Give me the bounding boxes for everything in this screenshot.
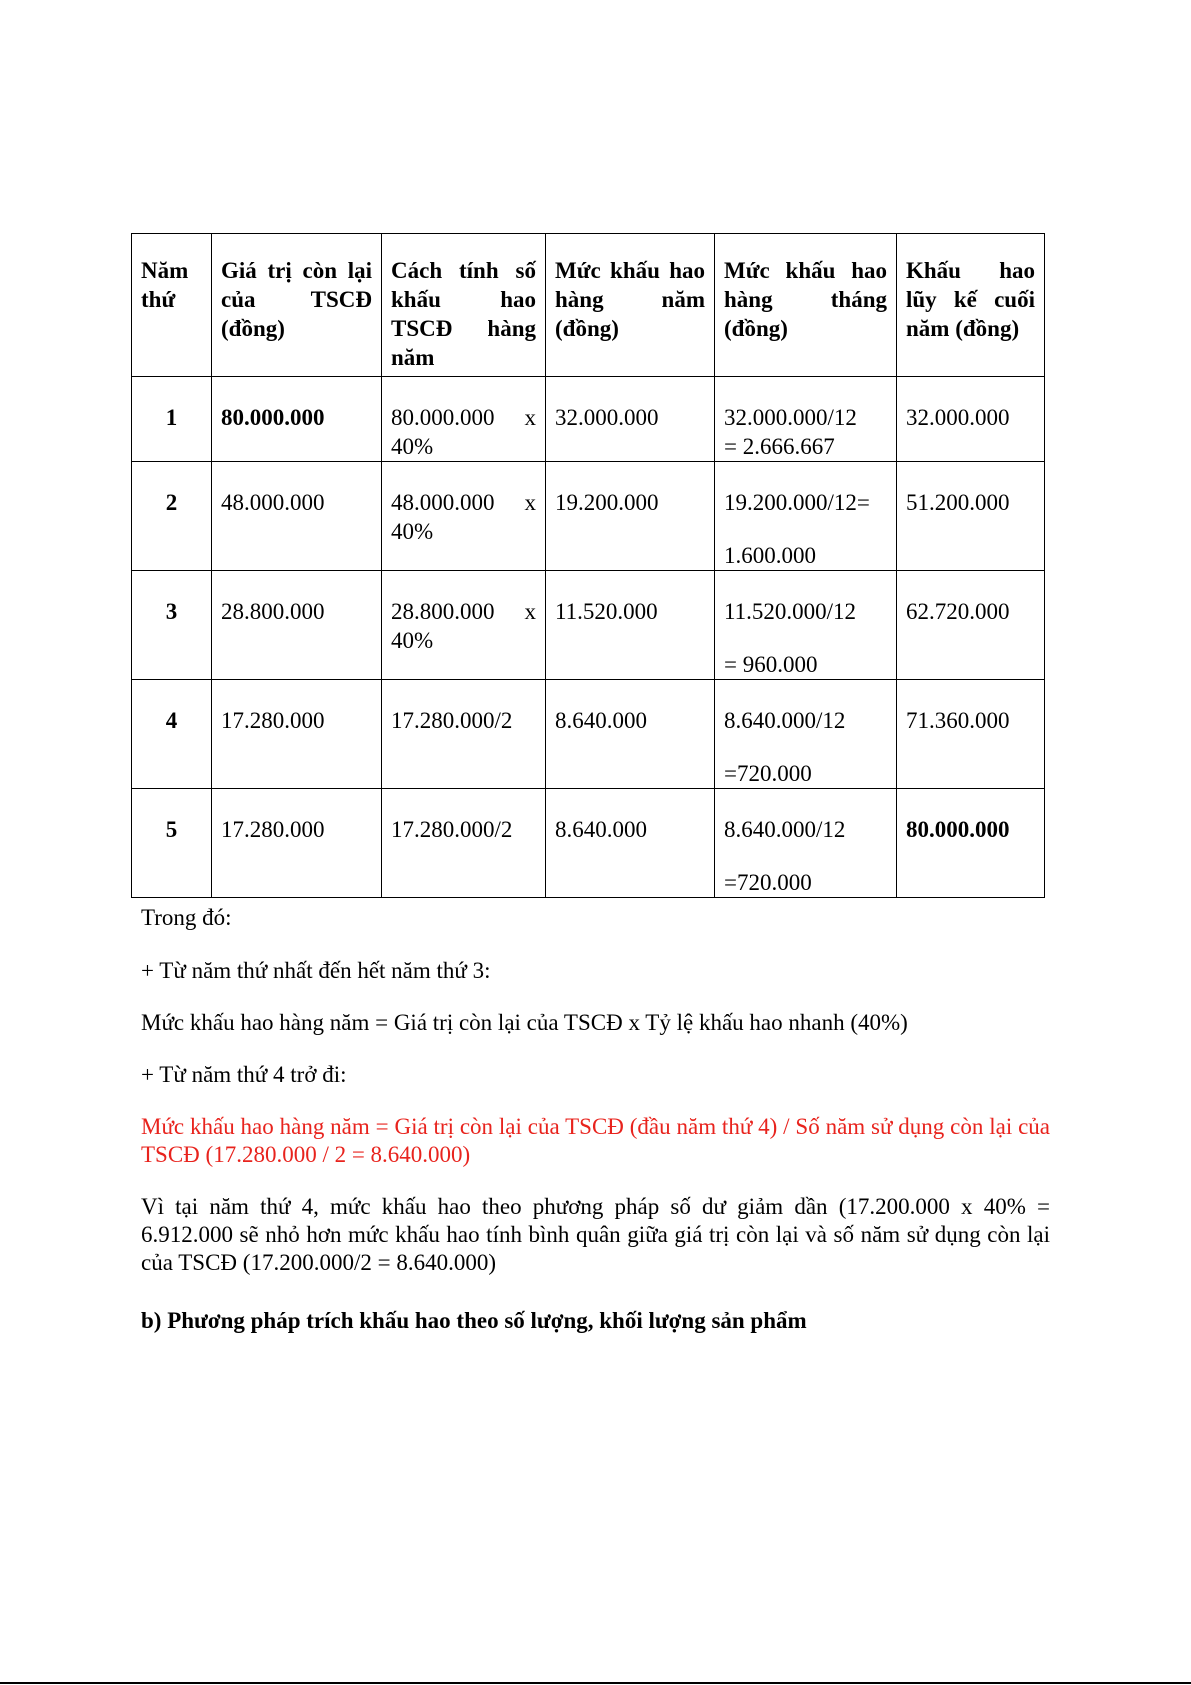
table-row (132, 680, 1045, 789)
cell-residual: 48.000.000 (212, 462, 382, 571)
monthly-formula: 32.000.000/12 (724, 405, 857, 430)
table-row (132, 789, 1045, 898)
paragraph-years-1-3: + Từ năm thứ nhất đến hết năm thứ 3: (141, 958, 491, 983)
header-residual-value: Giá trị còn lại của TSCĐ (đồng) (212, 234, 382, 377)
table-row (132, 462, 1045, 571)
table-row (132, 377, 1045, 462)
monthly-formula: 8.640.000/12 (724, 708, 846, 733)
cell-calculation (382, 571, 546, 680)
table-row (132, 571, 1045, 680)
cell-accumulated: 80.000.000 (897, 789, 1045, 898)
calc-rate: 40% (391, 628, 434, 653)
cell-accumulated: 62.720.000 (897, 571, 1045, 680)
cell-residual: 17.280.000 (212, 680, 382, 789)
cell-year: 3 (132, 571, 212, 680)
cell-year: 4 (132, 680, 212, 789)
cell-annual: 32.000.000 (546, 377, 715, 462)
cell-monthly (715, 377, 897, 462)
cell-accumulated: 51.200.000 (897, 462, 1045, 571)
header-year: Năm thứ (132, 234, 212, 377)
cell-accumulated: 32.000.000 (897, 377, 1045, 462)
monthly-result: = 2.666.667 (724, 434, 835, 459)
cell-residual: 80.000.000 (212, 377, 382, 462)
cell-year: 2 (132, 462, 212, 571)
cell-year: 5 (132, 789, 212, 898)
cell-monthly (715, 571, 897, 680)
cell-accumulated: 71.360.000 (897, 680, 1045, 789)
depreciation-table (131, 233, 1045, 898)
paragraph-formula-1: Mức khấu hao hàng năm = Giá trị còn lại của TSCĐ x Tỷ lệ khấu hao nhanh (40%) (141, 1010, 908, 1035)
page-bottom-rule (0, 1682, 1191, 1684)
cell-annual: 8.640.000 (546, 789, 715, 898)
paragraph-formula-2-highlighted: Mức khấu hao hàng năm = Giá trị còn lại của TSCĐ (đầu năm thứ 4) / Số năm sử dụng còn lại của TSCĐ (17.280.000 / 2 = 8.640.000) (141, 1114, 1050, 1167)
monthly-result: = 960.000 (724, 652, 818, 677)
calc-line: 80.000.000 x (391, 405, 536, 430)
cell-monthly (715, 680, 897, 789)
cell-residual: 17.280.000 (212, 789, 382, 898)
calc-line: 28.800.000 x (391, 599, 536, 624)
cell-year: 1 (132, 377, 212, 462)
calc-line: 48.000.000 x (391, 490, 536, 515)
cell-monthly (715, 462, 897, 571)
section-heading-b: b) Phương pháp trích khấu hao theo số lượng, khối lượng sản phẩm (141, 1308, 807, 1333)
header-accumulated-depreciation: Khấu hao lũy kế cuối năm (đồng) (897, 234, 1045, 377)
header-monthly-depreciation: Mức khấu hao hàng tháng (đồng) (715, 234, 897, 377)
cell-calculation (382, 462, 546, 571)
monthly-formula: 19.200.000/12= (724, 490, 870, 515)
calc-line: 17.280.000/2 (391, 708, 513, 733)
cell-annual: 11.520.000 (546, 571, 715, 680)
paragraph-where: Trong đó: (141, 905, 232, 930)
calc-rate: 40% (391, 434, 434, 459)
monthly-result: =720.000 (724, 870, 812, 895)
calc-rate: 40% (391, 519, 434, 544)
paragraph-explanation: Vì tại năm thứ 4, mức khấu hao theo phương pháp số dư giảm dần (17.200.000 x 40% = 6.912.000 sẽ nhỏ hơn mức khấu hao tính bình quân giữa giá trị còn lại và số năm sử dụng còn lại của TSCĐ (17.200.000/2 = 8.640.000) (141, 1194, 1050, 1275)
cell-calculation (382, 789, 546, 898)
cell-calculation (382, 680, 546, 789)
cell-monthly (715, 789, 897, 898)
calc-line: 17.280.000/2 (391, 817, 513, 842)
monthly-formula: 11.520.000/12 (724, 599, 857, 624)
cell-residual: 28.800.000 (212, 571, 382, 680)
header-calculation: Cách tính số khấu hao TSCĐ hàng năm (382, 234, 546, 377)
monthly-result: =720.000 (724, 761, 812, 786)
cell-annual: 19.200.000 (546, 462, 715, 571)
header-annual-depreciation: Mức khấu hao hàng năm (đồng) (546, 234, 715, 377)
paragraph-year-4-on: + Từ năm thứ 4 trở đi: (141, 1062, 347, 1087)
table-header-row (132, 234, 1045, 377)
cell-calculation (382, 377, 546, 462)
cell-annual: 8.640.000 (546, 680, 715, 789)
monthly-formula: 8.640.000/12 (724, 817, 846, 842)
monthly-result: 1.600.000 (724, 543, 816, 568)
